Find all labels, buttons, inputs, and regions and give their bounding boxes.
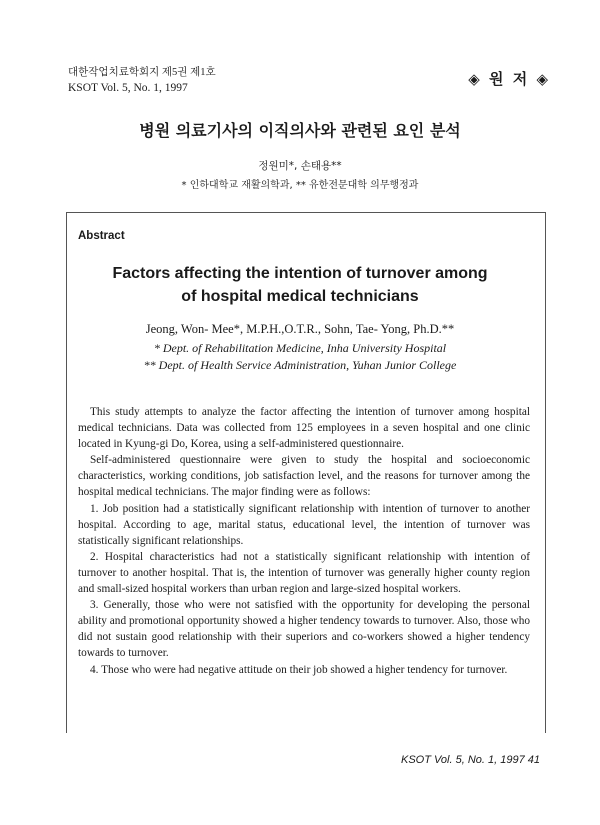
abstract-paragraph-1: This study attempts to analyze the factor affecting the intention of turnover among hospital medical technicians. Data was collected from 125 employees in a seven hospital and one clinic located in Kyung-gi Do, Korea, using a self-administered questionnaire.	[78, 406, 530, 451]
section-tag: ◈ 원 저 ◈	[468, 70, 550, 88]
korean-authors: 정원미*, 손태용**	[258, 160, 342, 172]
abstract-finding-2: 2. Hospital characteristics had not a statistically significant relationship with intention of turnover to another hospital. That is, the intention of turnover was generally higher county region and small-sized hospital workers than urban region and large-sized hospital workers.	[78, 550, 530, 596]
abstract-body	[78, 404, 530, 678]
english-authors: Jeong, Won- Mee*, M.P.H.,O.T.R., Sohn, Tae- Yong, Ph.D.**	[145, 322, 455, 336]
english-title	[0, 262, 600, 308]
english-title-line-1: Factors affecting the intention of turnover among	[112, 265, 488, 282]
abstract-finding-4: 4. Those who were had negative attitude on their job showed a higher tendency for turnover.	[90, 663, 508, 676]
journal-name-korean: 대한작업치료학회지 제5권 제1호	[68, 67, 216, 78]
english-title-line-2: of hospital medical technicians	[181, 288, 419, 305]
page-footer: KSOT Vol. 5, No. 1, 1997 41	[400, 754, 540, 766]
abstract-finding-3: 3. Generally, those who were not satisfied with the opportunity for developing the personal ability and promotional opportunity showed a higher tendency towards to turnover. Also, those who did not sustain good relationship with their superiors and co-workers showed a higher tendency towards to turnover.	[78, 599, 530, 660]
korean-title: 병원 의료기사의 이직의사와 관련된 요인 분석	[139, 121, 461, 140]
abstract-paragraph-2: Self-administered questionnaire were given to study the hospital and socioeconomic characteristics, working conditions, job satisfaction level, and the reasons for turnover among the hospital medical technicians. The major finding were as follows:	[78, 454, 530, 499]
english-affiliation-2: ** Dept. of Health Service Administration, Yuhan Junior College	[143, 358, 457, 372]
korean-affiliations: * 인하대학교 재활의학과, ** 유한전문대학 의무행정과	[181, 180, 419, 191]
abstract-finding-1: 1. Job position had a statistically significant relationship with intention of turnover to another hospital. According to age, marital status, educational level, the intention of turnover was statistically significant relationships.	[78, 502, 530, 547]
journal-citation: KSOT Vol. 5, No. 1, 1997	[68, 82, 188, 94]
abstract-label: Abstract	[78, 230, 125, 242]
english-affiliation-1: * Dept. of Rehabilitation Medicine, Inha University Hospital	[153, 341, 447, 355]
